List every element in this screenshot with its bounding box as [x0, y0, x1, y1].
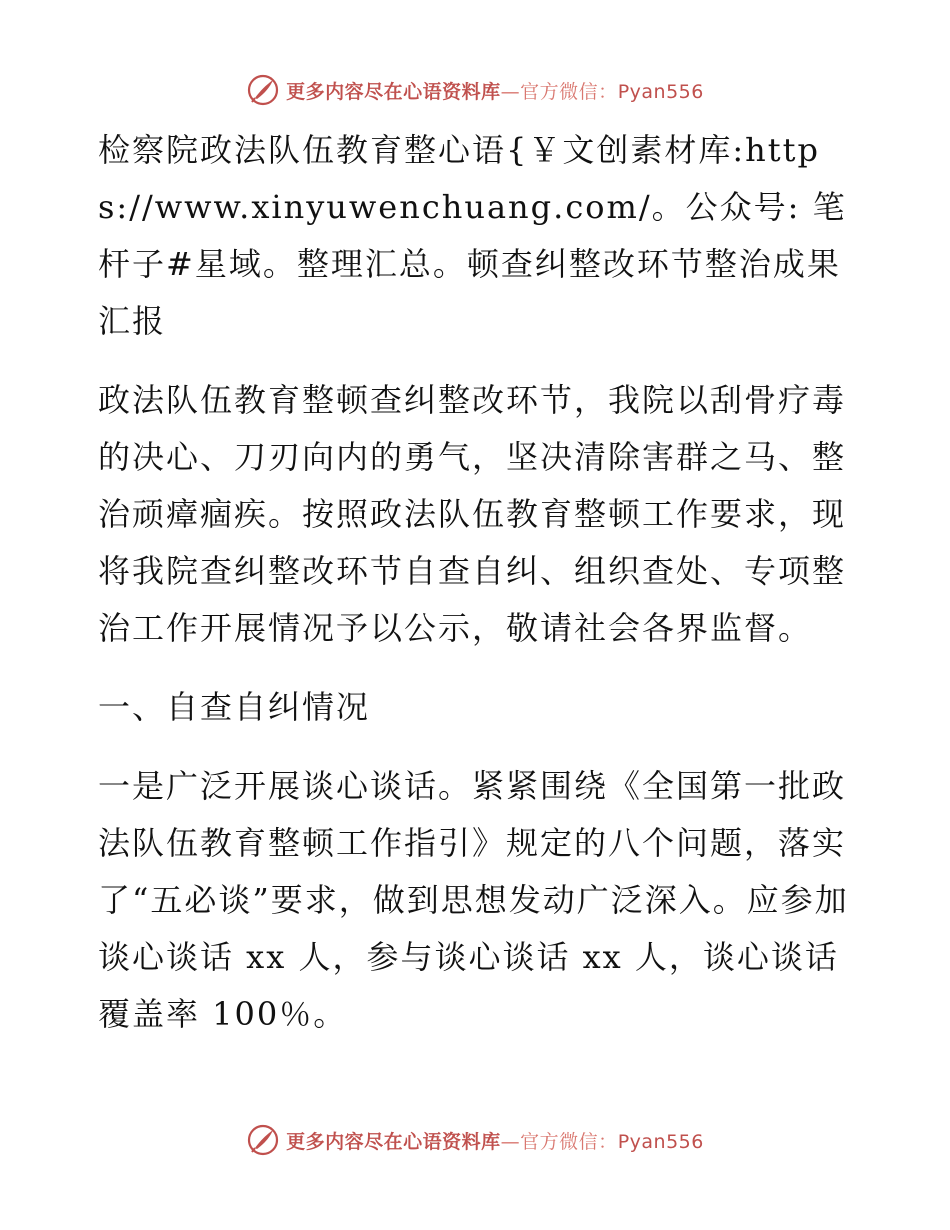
banner-wechat-label: 官方微信： [520, 1130, 618, 1153]
banner-text [286, 77, 704, 104]
banner-wechat-label: 官方微信： [520, 80, 618, 103]
document-body [98, 122, 853, 1065]
feather-pen-logo-icon [246, 1123, 280, 1157]
footer-banner [0, 1118, 950, 1162]
banner-wechat-id: Pyan556 [617, 80, 704, 103]
body-paragraph: 一是广泛开展谈心谈话。紧紧围绕《全国第一批政法队伍教育整顿工作指引》规定的八个问题，落实了“五必谈”要求，做到思想发动广泛深入。应参加谈心谈话 xx 人，参与谈心谈话 xx 人，谈心谈话覆盖率 100％。 [98, 767, 849, 1033]
feather-pen-logo-icon [246, 73, 280, 107]
banner-separator: — [500, 80, 521, 103]
document-title-paragraph: 检察院政法队伍教育整心语{￥文创素材库:https://www.xinyuwenchuang.com/。公众号: 笔杆子#星域。整理汇总。顿查纠整改环节整治成果汇报 [98, 131, 847, 340]
banner-text [286, 1127, 704, 1154]
banner-main-text: 更多内容尽在心语资料库 [286, 80, 501, 103]
banner-main-text: 更多内容尽在心语资料库 [286, 1130, 501, 1153]
banner-wechat-id: Pyan556 [617, 1130, 704, 1153]
intro-paragraph: 政法队伍教育整顿查纠整改环节，我院以刮骨疗毒的决心、刀刃向内的勇气，坚决清除害群之马、整治顽瘴痼疾。按照政法队伍教育整顿工作要求，现将我院查纠整改环节自查自纠、组织查处、专项整治工作开展情况予以公示，敬请社会各界监督。 [98, 381, 847, 647]
header-banner [0, 68, 950, 112]
section-heading: 一、自查自纠情况 [98, 688, 371, 726]
banner-separator: — [500, 1130, 521, 1153]
